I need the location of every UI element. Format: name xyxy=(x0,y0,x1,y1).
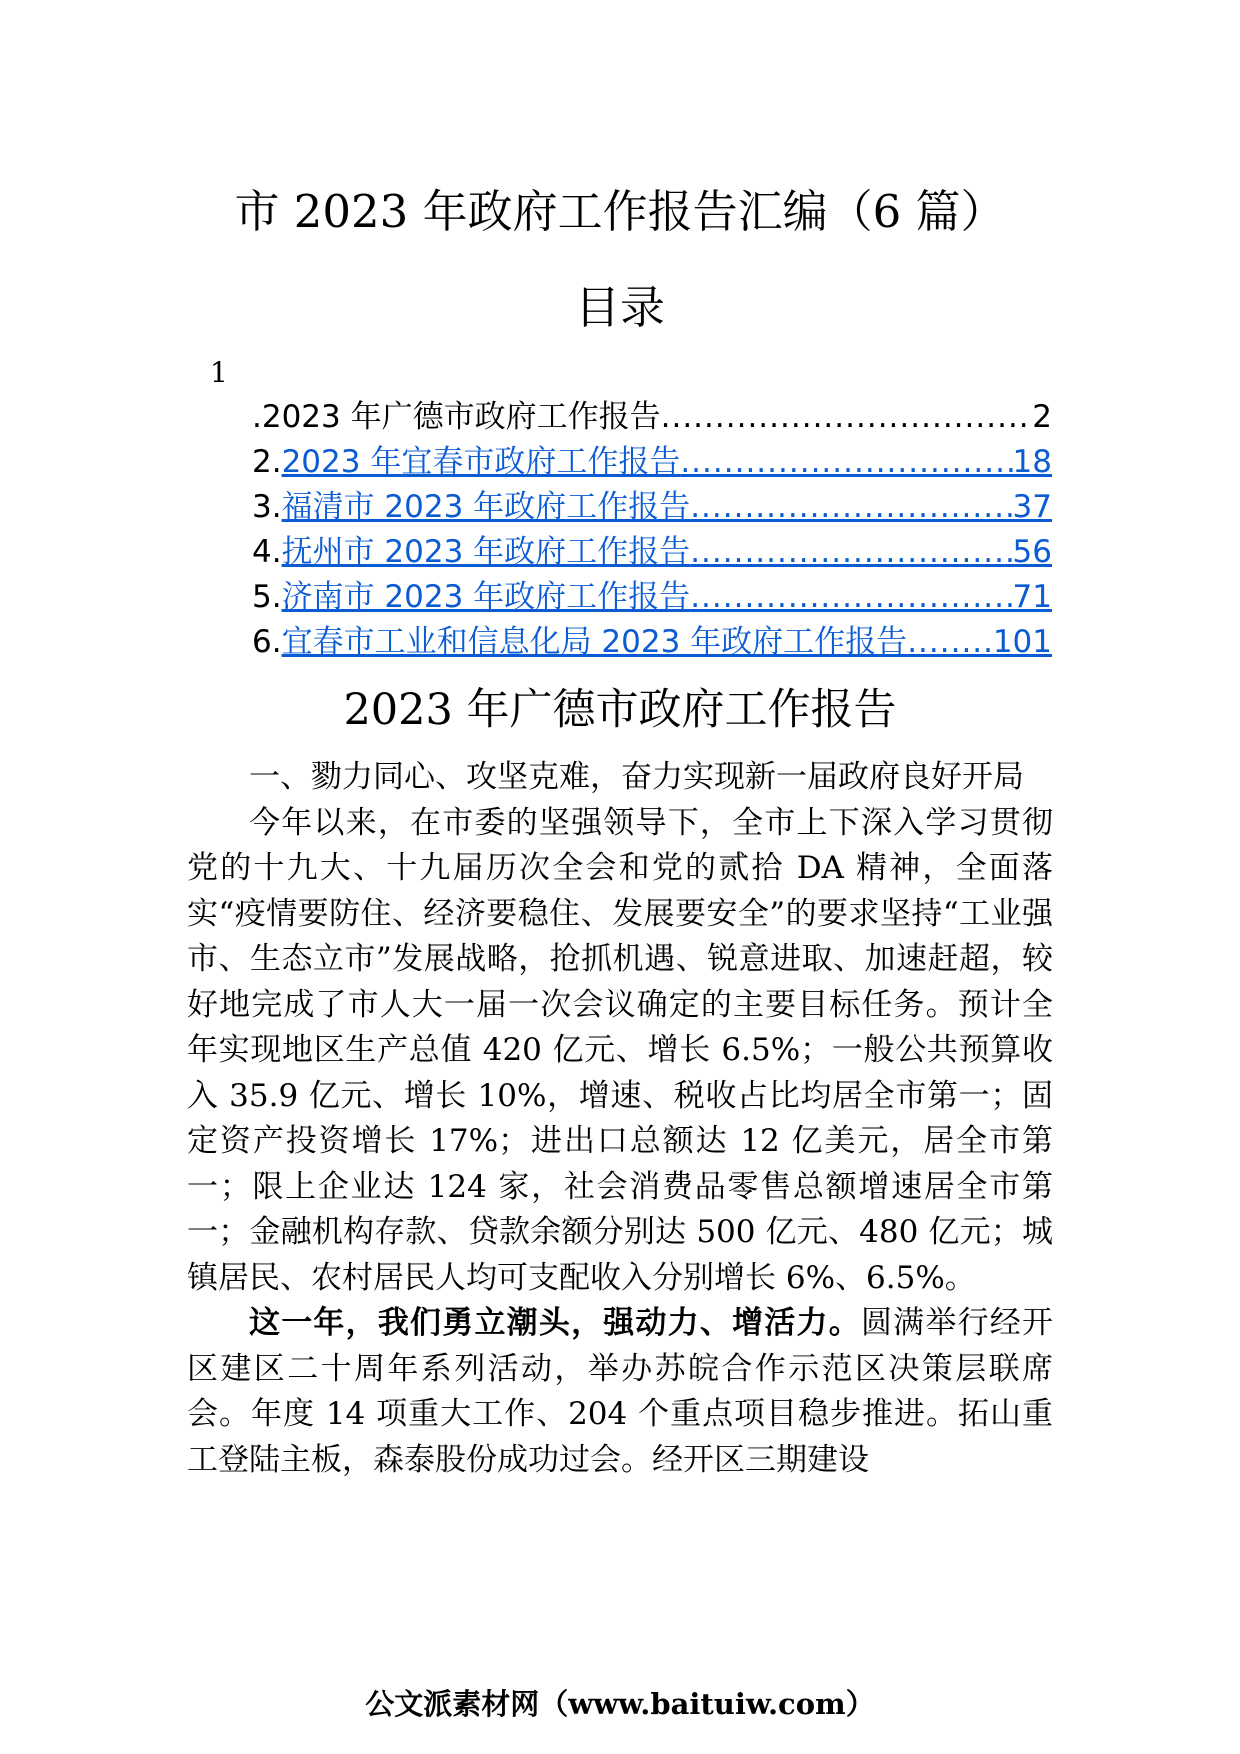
toc-item-page: 71 xyxy=(1012,579,1052,615)
toc-stray-mark: 1 xyxy=(210,356,228,389)
toc-item-page: 2 xyxy=(1032,399,1052,435)
toc-heading: 目录 xyxy=(574,281,665,334)
toc-leader-dots xyxy=(907,620,993,665)
toc-item-page: 18 xyxy=(1012,444,1052,480)
report-body xyxy=(187,755,1053,1483)
toc-item-title: 抚州市 2023 年政府工作报告 xyxy=(281,534,691,570)
toc-item-title: 福清市 2023 年政府工作报告 xyxy=(281,489,691,525)
toc-item-5 xyxy=(252,575,1052,620)
report-title: 2023 年广德市政府工作报告 xyxy=(343,685,897,735)
toc-item-1 xyxy=(252,395,1052,440)
toc-item-title: 2023 年宜春市政府工作报告 xyxy=(281,444,681,480)
body-paragraph: 今年以来，在市委的坚强领导下，全市上下深入学习贯彻党的十九大、十九届历次全会和党的贰拾 DA 精神，全面落实“疫情要防住、经济要稳住、发展要安全”的要求坚持“工业强市、生态立市”发展战略，抢抓机遇、锐意进取、加速赶超，较好地完成了市人大一届一次会议确定的主要目标任务。预计全年实现地区生产总值 420 亿元、增长 6.5%；一般公共预算收入 35.9 亿元、增长 10%，增速、税收占比均居全市第一；固定资产投资增长 17%；进出口总额达 12 亿美元，居全市第一；限上企业达 124 家，社会消费品零售总额增速居全市第一；金融机构存款、贷款余额分别达 500 亿元、480 亿元；城镇居民、农村居民人均可支配收入分别增长 6%、6.5%。 xyxy=(187,804,1053,1296)
toc-item-title: 济南市 2023 年政府工作报告 xyxy=(281,579,691,615)
toc-item-link[interactable] xyxy=(282,485,1052,530)
toc-item-number: 5. xyxy=(252,579,282,615)
toc-item-title: 2023 年广德市政府工作报告 xyxy=(261,399,661,435)
toc-leader-dots xyxy=(661,395,1033,440)
toc-item-2 xyxy=(252,440,1052,485)
section-heading: 一、勠力同心、攻坚克难，奋力实现新一届政府良好开局 xyxy=(249,759,1024,795)
toc-item-link[interactable] xyxy=(282,575,1052,620)
toc-item-number: 6. xyxy=(252,624,282,660)
footer-watermark: 公文派素材网（www.baituiw.com） xyxy=(365,1687,875,1721)
toc-item-4 xyxy=(252,530,1052,575)
toc-item-number: 2. xyxy=(252,444,282,480)
toc-item-link[interactable] xyxy=(282,440,1052,485)
toc-item-title: 宜春市工业和信息化局 2023 年政府工作报告 xyxy=(281,624,908,660)
toc-leader-dots xyxy=(690,485,1012,530)
toc-item-entry xyxy=(262,395,1052,440)
toc-item-6 xyxy=(252,620,1052,665)
table-of-contents xyxy=(252,395,1052,665)
document-title: 市 2023 年政府工作报告汇编（6 篇） xyxy=(234,185,1006,238)
toc-item-number: 3. xyxy=(252,489,282,525)
toc-item-link[interactable] xyxy=(282,620,1052,665)
toc-item-number: . xyxy=(252,399,262,435)
body-paragraph xyxy=(187,1301,1053,1483)
paragraph-lead: 这一年，我们勇立潮头，强动力、增活力。 xyxy=(249,1305,861,1341)
toc-item-page: 37 xyxy=(1012,489,1052,525)
toc-item-number: 4. xyxy=(252,534,282,570)
toc-item-page: 101 xyxy=(992,624,1052,660)
toc-leader-dots xyxy=(690,530,1012,575)
paragraph-text: 圆满举行经开区建区二十周年系列活动，举办苏皖合作示范区决策层联席会。年度 14 项重大工作、204 个重点项目稳步推进。拓山重工登陆主板，森泰股份成功过会。经开区三期建设 xyxy=(187,1305,1054,1478)
toc-item-page: 56 xyxy=(1012,534,1052,570)
toc-leader-dots xyxy=(690,575,1012,620)
toc-leader-dots xyxy=(680,440,1012,485)
toc-item-link[interactable] xyxy=(282,530,1052,575)
toc-item-3 xyxy=(252,485,1052,530)
